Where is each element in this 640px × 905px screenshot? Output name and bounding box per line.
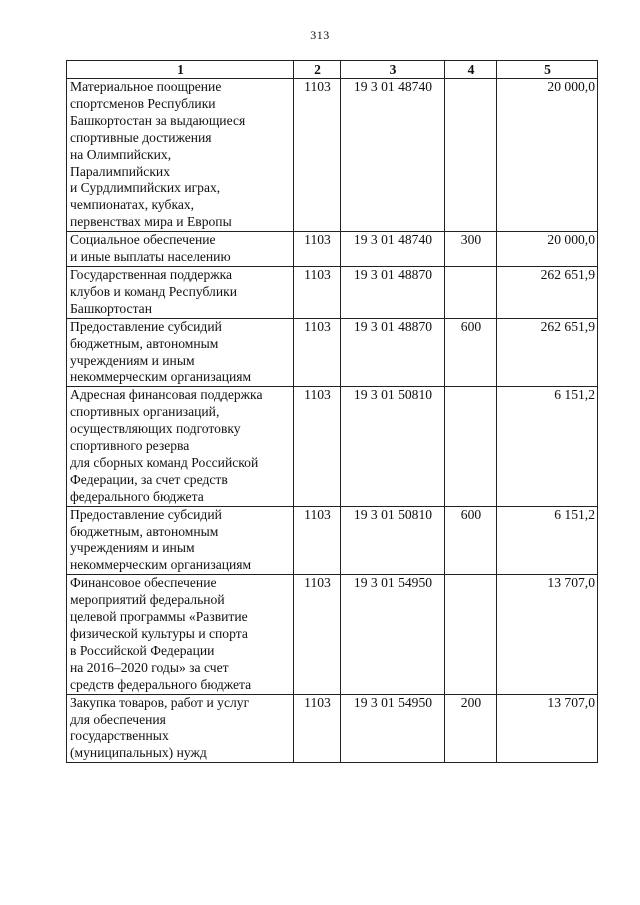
row-target-code: 19 3 01 50810 (341, 506, 445, 575)
row-name: Социальное обеспечение и иные выплаты населению (67, 232, 294, 267)
row-section: 1103 (294, 266, 341, 318)
table-row (67, 387, 598, 506)
row-amount: 6 151,2 (497, 387, 598, 506)
table-row (67, 318, 598, 387)
row-amount: 13 707,0 (497, 694, 598, 763)
row-expense-type: 600 (445, 506, 497, 575)
table-header (67, 61, 598, 79)
row-name: Финансовое обеспечение мероприятий федеральной целевой программы «Развитие физической культуры и спорта в Российской Федерации на 2016–2020 годы» за счет средств федерального бюджета (67, 575, 294, 694)
row-amount: 13 707,0 (497, 575, 598, 694)
row-target-code: 19 3 01 54950 (341, 575, 445, 694)
row-target-code: 19 3 01 50810 (341, 387, 445, 506)
row-target-code: 19 3 01 48870 (341, 266, 445, 318)
header-col-1: 1 (67, 61, 294, 79)
row-expense-type: 300 (445, 232, 497, 267)
row-section: 1103 (294, 318, 341, 387)
row-section: 1103 (294, 232, 341, 267)
row-target-code: 19 3 01 48740 (341, 232, 445, 267)
header-row (67, 61, 598, 79)
header-col-5: 5 (497, 61, 598, 79)
row-target-code: 19 3 01 54950 (341, 694, 445, 763)
row-name: Материальное поощрение спортсменов Республики Башкортостан за выдающиеся спортивные достижения на Олимпийских, Паралимпийских и Сурдлимпийских играх, чемпионатах, кубках, первенствах мира и Европы (67, 79, 294, 232)
row-amount: 20 000,0 (497, 79, 598, 232)
row-name: Предоставление субсидий бюджетным, автономным учреждениям и иным некоммерческим организациям (67, 506, 294, 575)
row-expense-type (445, 79, 497, 232)
row-amount: 6 151,2 (497, 506, 598, 575)
row-section: 1103 (294, 387, 341, 506)
row-expense-type: 600 (445, 318, 497, 387)
row-amount: 262 651,9 (497, 266, 598, 318)
table-row (67, 79, 598, 232)
header-col-3: 3 (341, 61, 445, 79)
row-section: 1103 (294, 575, 341, 694)
row-name: Закупка товаров, работ и услуг для обеспечения государственных (муниципальных) нужд (67, 694, 294, 763)
row-section: 1103 (294, 79, 341, 232)
table-row (67, 575, 598, 694)
budget-table (66, 60, 598, 763)
row-section: 1103 (294, 506, 341, 575)
row-section: 1103 (294, 694, 341, 763)
row-expense-type (445, 575, 497, 694)
table-body (67, 79, 598, 763)
row-expense-type (445, 266, 497, 318)
table-row (67, 506, 598, 575)
table-row (67, 266, 598, 318)
table-row (67, 694, 598, 763)
header-col-4: 4 (445, 61, 497, 79)
row-amount: 262 651,9 (497, 318, 598, 387)
row-target-code: 19 3 01 48740 (341, 79, 445, 232)
row-expense-type: 200 (445, 694, 497, 763)
table-row (67, 232, 598, 267)
row-target-code: 19 3 01 48870 (341, 318, 445, 387)
page-number: 313 (310, 28, 330, 42)
row-name: Адресная финансовая поддержка спортивных организаций, осуществляющих подготовку спортивного резерва для сборных команд Российской Федерации, за счет средств федерального бюджета (67, 387, 294, 506)
row-name: Предоставление субсидий бюджетным, автономным учреждениям и иным некоммерческим организациям (67, 318, 294, 387)
row-name: Государственная поддержка клубов и команд Республики Башкортостан (67, 266, 294, 318)
header-col-2: 2 (294, 61, 341, 79)
row-amount: 20 000,0 (497, 232, 598, 267)
row-expense-type (445, 387, 497, 506)
